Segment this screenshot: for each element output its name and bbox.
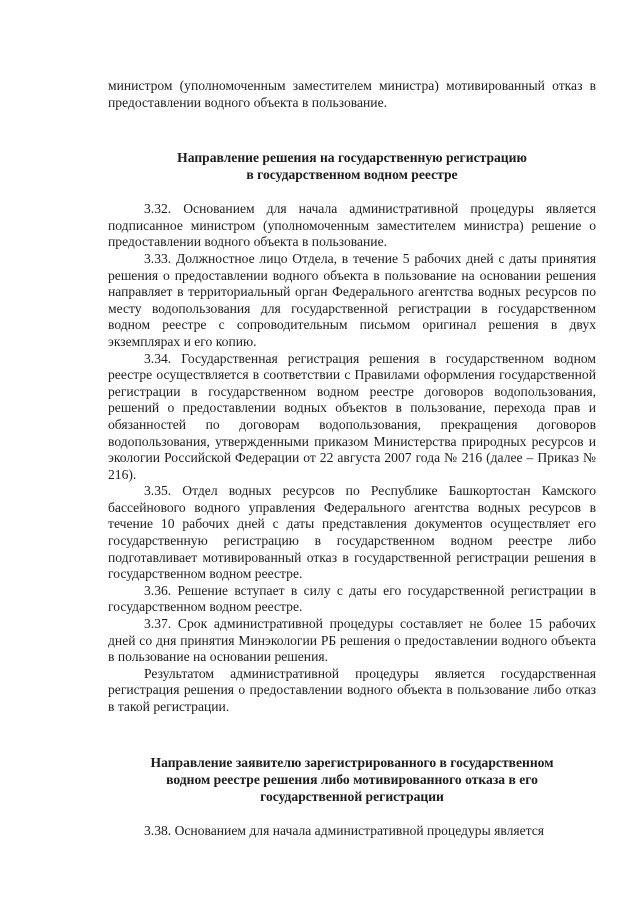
heading-line: в государственном водном реестре <box>246 167 458 183</box>
paragraph-3-34: 3.34. Государственная регистрация решения в государственном водном реестре осуществляется в соответствии с Правилами оформления государственной регистрации в государственном водном реестре договоров водопользования, решений о предоставлении водных объектов в пользование, перехода прав и обязанностей по договорам водопользования, прекращения договоров водопользования, утвержденными приказом Министерства природных ресурсов и экологии Российской Федерации от 22 августа 2007 года № 216 (далее – Приказ № 216). <box>108 350 596 482</box>
paragraph-3-32: 3.32. Основанием для начала административной процедуры является подписанное министром (уполномоченным заместителем министра) решение о предоставлении водного объекта в пользование. <box>108 201 596 250</box>
spacer <box>108 716 596 754</box>
document-page <box>108 78 596 839</box>
heading-line: Направление заявителю зарегистрированного в государственном <box>150 754 554 770</box>
paragraph-3-37: 3.37. Срок административной процедуры составляет не более 15 рабочих дней со дня принятия Минэкологии РБ решения о предоставлении водного объекта в пользование на основании решения. <box>108 616 596 665</box>
intro-paragraph: министром (уполномоченным заместителем министра) мотивированный отказ в предоставлении водного объекта в пользование. <box>108 78 596 110</box>
heading-line: водном реестре решения либо мотивированного отказа в его <box>166 771 538 787</box>
paragraph-3-33: 3.33. Должностное лицо Отдела, в течение 5 рабочих дней с даты принятия решения о предоставлении водного объекта в пользование на основании решения направляет в территориальный орган Федерального агентства водных ресурсов по месту водопользования для государственной регистрации в государственном водном реестре с сопроводительным письмом оригинал решения в двух экземплярах и его копию. <box>108 250 596 349</box>
paragraph-3-38: 3.38. Основанием для начала административной процедуры является <box>144 822 545 838</box>
spacer <box>108 805 596 823</box>
spacer <box>108 183 596 201</box>
paragraph-3-35: 3.35. Отдел водных ресурсов по Республике Башкортостан Камского бассейнового водного управления Федерального агентства водных ресурсов в течение 10 рабочих дней с даты представления документов осуществляет его государственную регистрацию в государственном водном реестре либо подготавливает мотивированный отказ в государственной регистрации решения в государственном водном реестре. <box>108 483 596 582</box>
section-heading-notification <box>108 754 596 805</box>
paragraph-3-36: 3.36. Решение вступает в силу с даты его государственной регистрации в государственном водном реестре. <box>108 582 596 615</box>
spacer <box>108 111 596 149</box>
section-heading-registration <box>108 149 596 183</box>
heading-line: Направление решения на государственную регистрацию <box>177 150 527 166</box>
paragraph-result: Результатом административной процедуры является государственная регистрация решения о предоставлении водного объекта в пользование либо отказ в такой регистрации. <box>108 665 596 714</box>
heading-line: государственной регистрации <box>260 788 444 804</box>
